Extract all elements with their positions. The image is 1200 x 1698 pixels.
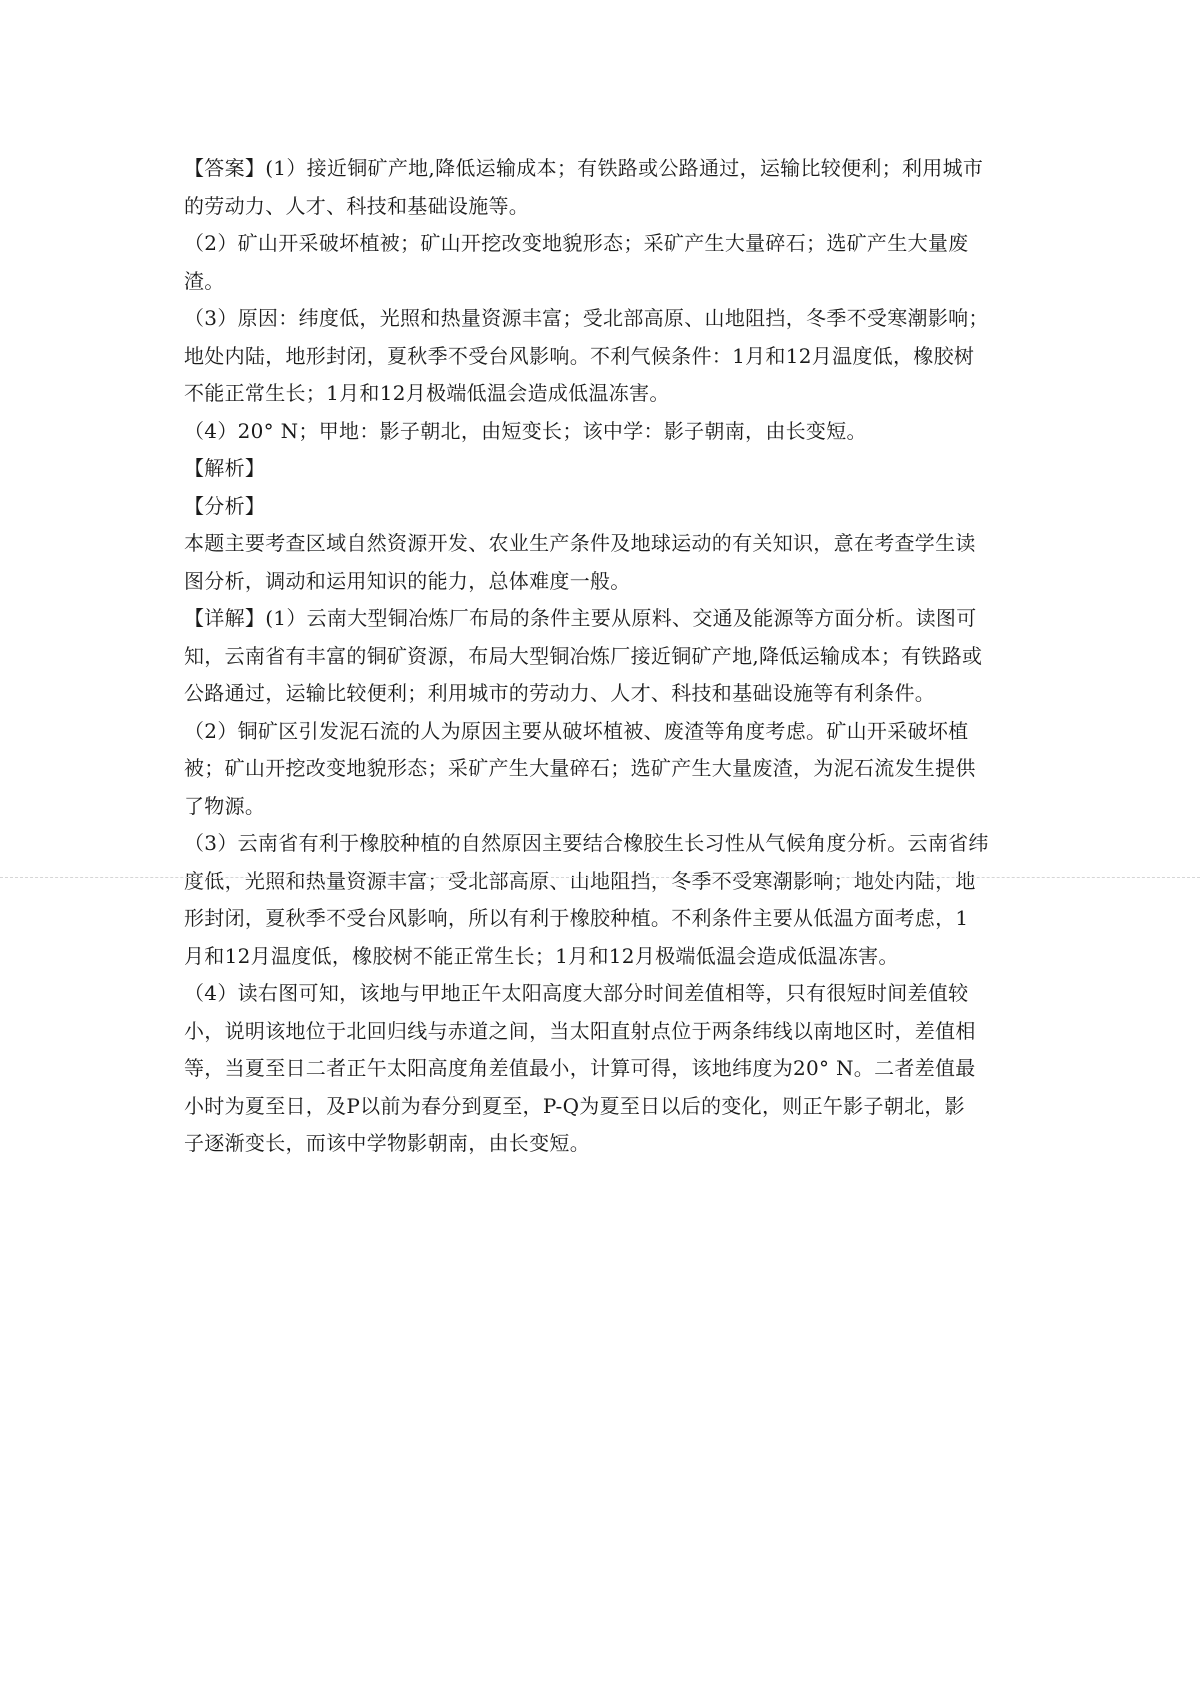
text-line: 【分析】	[184, 493, 266, 518]
answer-paragraph-2	[184, 225, 1024, 300]
text-line: 【详解】(1）云南大型铜冶炼厂布局的条件主要从原料、交通及能源等方面分析。读图可	[184, 606, 977, 630]
text-line: 图分析，调动和运用知识的能力，总体难度一般。	[184, 568, 631, 593]
text-line: 小时为夏至日，及P以前为春分到夏至，P-Q为夏至日以后的变化，则正午影子朝北，影	[184, 1093, 965, 1118]
answer-paragraph-4	[184, 413, 1024, 451]
text-line: 知，云南省有丰富的铜矿资源，布局大型铜冶炼厂接近铜矿产地,降低运输成本；有铁路或	[184, 643, 983, 668]
detail-paragraph-1	[184, 600, 1024, 713]
text-line: 本题主要考查区域自然资源开发、农业生产条件及地球运动的有关知识，意在考查学生读	[184, 531, 976, 555]
text-line: （3）云南省有利于橡胶种植的自然原因主要结合橡胶生长习性从气候角度分析。云南省纬	[184, 831, 989, 855]
text-line: 公路通过，运输比较便利；利用城市的劳动力、人才、科技和基础设施等有利条件。	[184, 681, 936, 705]
explanation-heading	[184, 450, 1024, 488]
text-line: 地处内陆，地形封闭，夏秋季不受台风影响。不利气候条件：1月和12月温度低，橡胶树	[184, 343, 975, 368]
text-line: （2）铜矿区引发泥石流的人为原因主要从破坏植被、废渣等角度考虑。矿山开采破坏植	[184, 718, 969, 743]
text-line: （3）原因：纬度低，光照和热量资源丰富；受北部高原、山地阻挡，冬季不受寒潮影响；	[184, 306, 989, 330]
analysis-heading	[184, 488, 1024, 526]
text-line: （4）读右图可知，该地与甲地正午太阳高度大部分时间差值相等，只有很短时间差值较	[184, 981, 969, 1005]
text-line: 【解析】	[184, 456, 266, 480]
text-line: 的劳动力、人才、科技和基础设施等。	[184, 193, 530, 218]
answer-paragraph-1	[184, 150, 1024, 225]
page-break-divider	[0, 877, 1200, 878]
analysis-paragraph	[184, 525, 1024, 600]
detail-paragraph-2	[184, 713, 1024, 826]
text-line: 了物源。	[184, 793, 266, 818]
answer-paragraph-3	[184, 300, 1024, 413]
text-line: 被；矿山开挖改变地貌形态；采矿产生大量碎石；选矿产生大量废渣，为泥石流发生提供	[184, 756, 976, 780]
text-line: 【答案】(1）接近铜矿产地,降低运输成本；有铁路或公路通过，运输比较便利；利用城市	[184, 156, 984, 180]
text-line: 不能正常生长；1月和12月极端低温会造成低温冻害。	[184, 381, 670, 405]
detail-paragraph-4	[184, 975, 1024, 1163]
detail-paragraph-3	[184, 825, 1024, 975]
text-line: 渣。	[184, 268, 225, 293]
text-line: 度低，光照和热量资源丰富；受北部高原、山地阻挡，冬季不受寒潮影响；地处内陆，地	[184, 868, 976, 893]
text-line: 子逐渐变长，而该中学物影朝南，由长变短。	[184, 1131, 590, 1155]
document-body	[184, 150, 1024, 1163]
text-line: 月和12月温度低，橡胶树不能正常生长；1月和12月极端低温会造成低温冻害。	[184, 943, 899, 968]
text-line: 等，当夏至日二者正午太阳高度角差值最小，计算可得，该地纬度为20° N。二者差值最	[184, 1056, 976, 1080]
text-line: 形封闭，夏秋季不受台风影响，所以有利于橡胶种植。不利条件主要从低温方面考虑，1	[184, 906, 969, 930]
text-line: 小，说明该地位于北回归线与赤道之间，当太阳直射点位于两条纬线以南地区时，差值相	[184, 1018, 976, 1043]
text-line: （4）20° N；甲地：影子朝北，由短变长；该中学：影子朝南，由长变短。	[184, 418, 867, 443]
text-line: （2）矿山开采破坏植被；矿山开挖改变地貌形态；采矿产生大量碎石；选矿产生大量废	[184, 231, 969, 255]
